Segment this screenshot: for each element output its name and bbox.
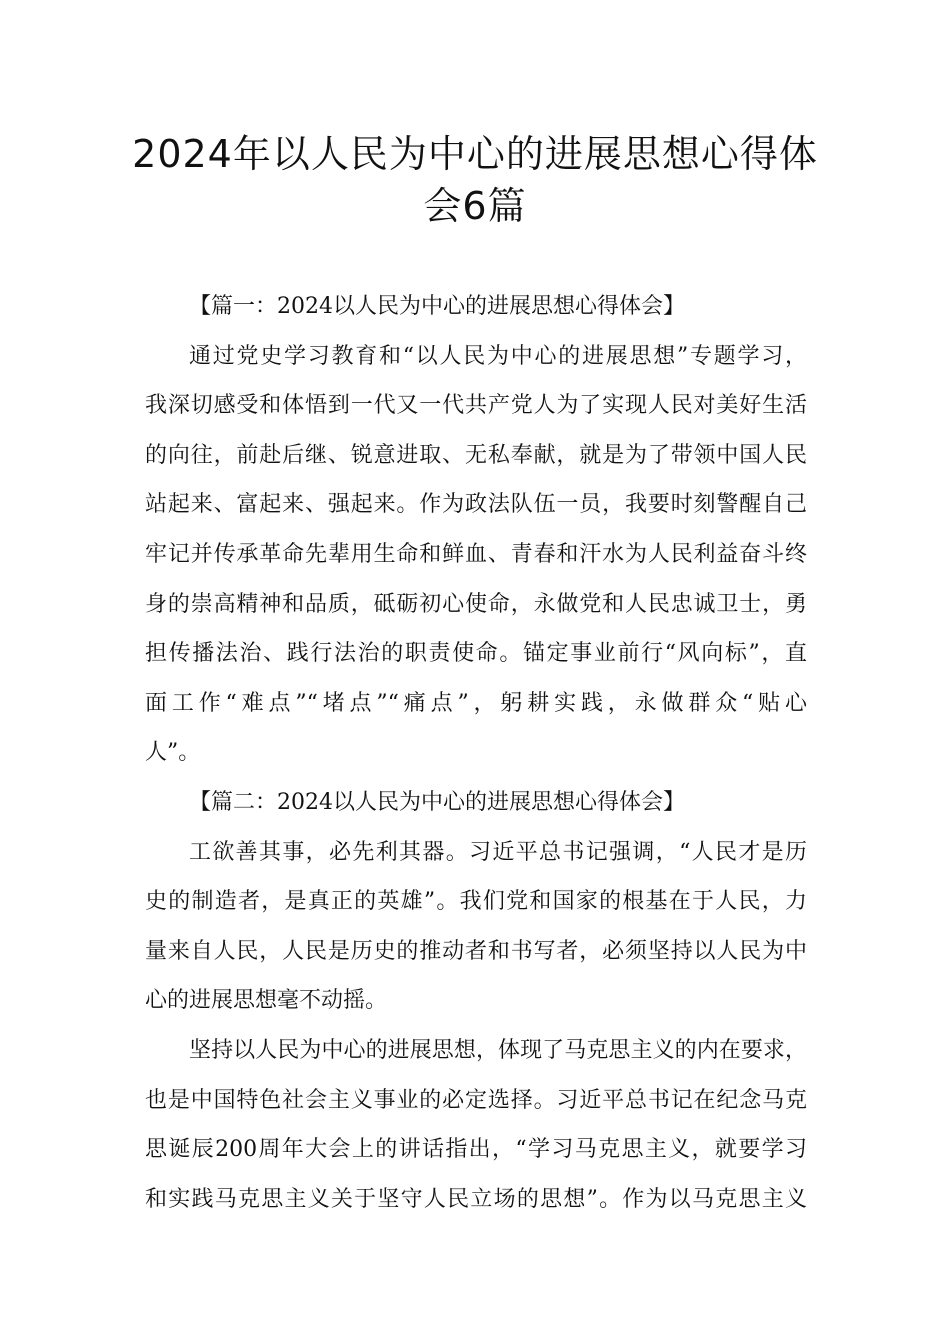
section-heading-2: 【篇二：2024以人民为中心的进展思想心得体会】 <box>189 789 685 815</box>
paragraph-line: 通过党史学习教育和“以人民为中心的进展思想”专题学习， <box>189 343 807 369</box>
section-heading-1: 【篇一：2024以人民为中心的进展思想心得体会】 <box>189 294 685 319</box>
title-line-2: 会6篇 <box>423 184 527 228</box>
paragraph-line: 坚持以人民为中心的进展思想，体现了马克思主义的内在要求， <box>189 1037 807 1063</box>
paragraph-line: 我深切感受和体悟到一代又一代共产党人为了实现人民对美好生活 <box>145 393 807 419</box>
paragraph-line: 的向往，前赴后继、锐意进取、无私奉献，就是为了带领中国人民 <box>145 442 807 468</box>
document-body <box>145 282 807 1224</box>
paragraph-line: 面工作“难点”“堵点”“痛点”，躬耕实践，永做群众“贴心 <box>145 690 807 716</box>
paragraph-line: 量来自人民，人民是历史的推动者和书写者，必须坚持以人民为中 <box>145 938 807 964</box>
paragraph-line: 工欲善其事，必先利其器。习近平总书记强调，“人民才是历 <box>189 839 807 865</box>
paragraph-line: 人”。 <box>145 740 201 766</box>
document-title <box>120 128 830 232</box>
paragraph-line: 史的制造者，是真正的英雄”。我们党和国家的根基在于人民，力 <box>145 889 807 915</box>
paragraph-line: 牢记并传承革命先辈用生命和鲜血、青春和汗水为人民利益奋斗终 <box>145 541 807 567</box>
paragraph-line: 站起来、富起来、强起来。作为政法队伍一员，我要时刻警醒自己 <box>145 492 807 518</box>
paragraph-line: 身的崇高精神和品质，砥砺初心使命，永做党和人民忠诚卫士，勇 <box>145 591 807 617</box>
paragraph-line: 也是中国特色社会主义事业的必定选择。习近平总书记在纪念马克 <box>145 1087 807 1113</box>
paragraph-line: 心的进展思想毫不动摇。 <box>145 988 388 1014</box>
title-line-1: 2024年以人民为中心的进展思想心得体 <box>132 132 818 176</box>
paragraph-line: 思诞辰200周年大会上的讲话指出，“学习马克思主义，就要学习 <box>145 1137 807 1163</box>
paragraph-line: 担传播法治、践行法治的职责使命。锚定事业前行“风向标”，直 <box>145 641 807 667</box>
paragraph-line: 和实践马克思主义关于坚守人民立场的思想”。作为以马克思主义 <box>145 1186 807 1212</box>
